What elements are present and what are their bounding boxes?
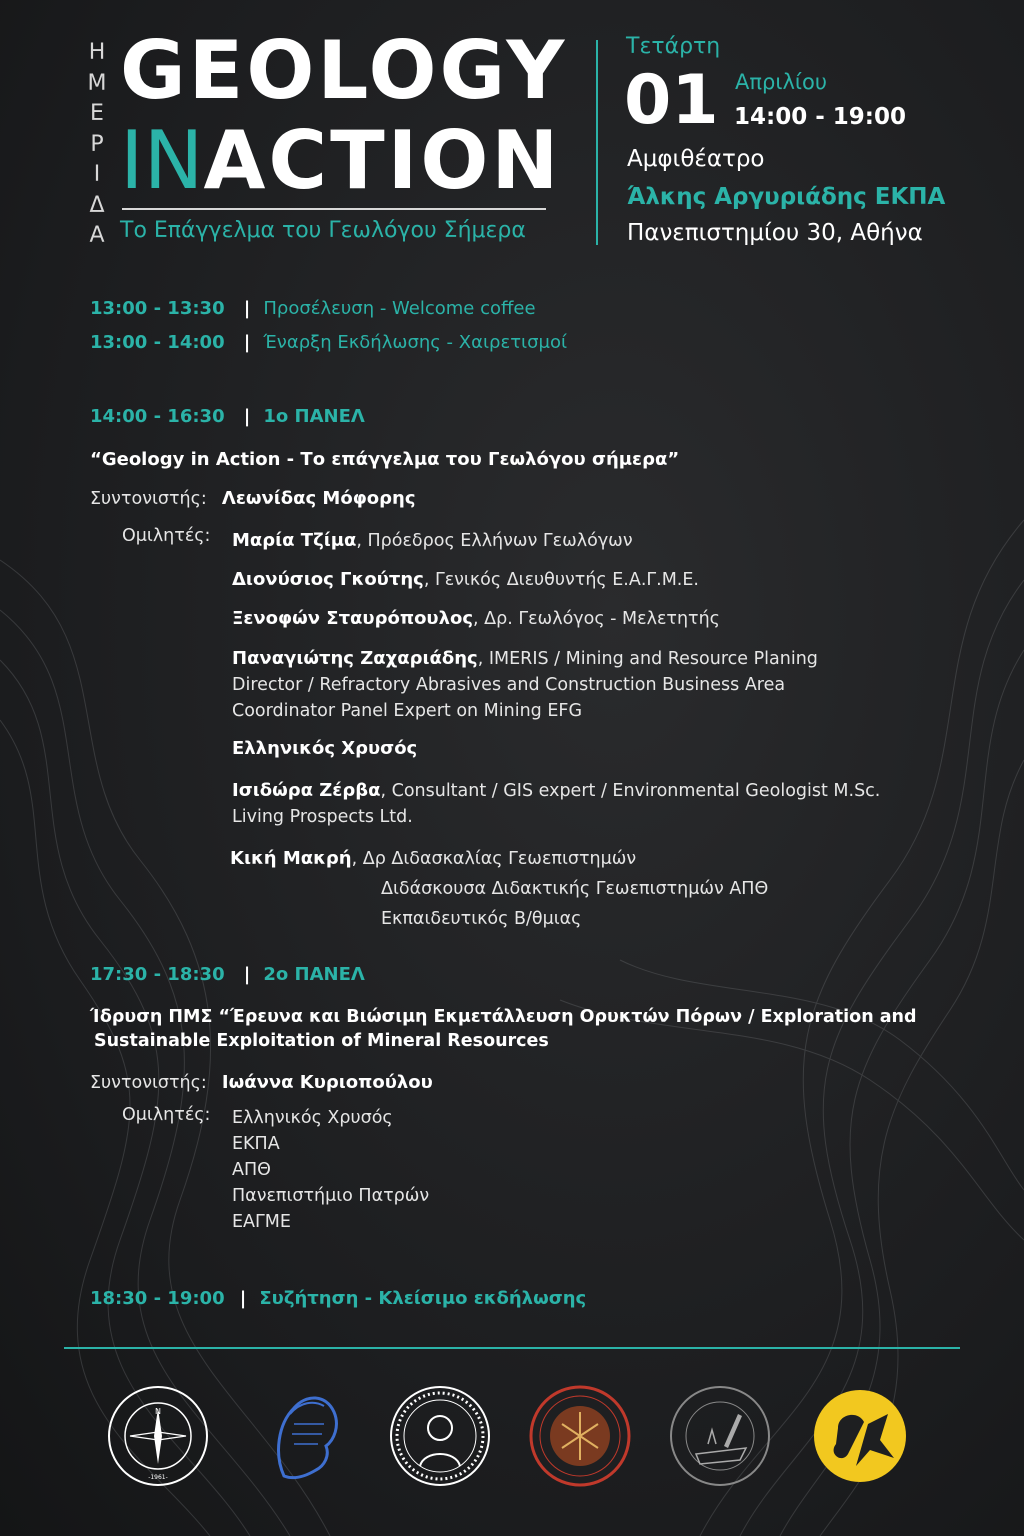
vertical-letter: Η [88, 40, 106, 65]
separator: | [239, 1288, 247, 1309]
speaker-entry [232, 646, 818, 724]
speaker-entry [232, 528, 633, 554]
panel2-heading [90, 1007, 917, 1051]
separator: | [243, 406, 251, 427]
vertical-letter: Δ [89, 192, 105, 218]
schedule-text: Συζήτηση - Κλείσιμο εκδήλωσης [259, 1288, 587, 1309]
day-name: Τετάρτη [626, 34, 721, 59]
vertical-letter: Α [89, 223, 105, 248]
panel2-moderator [90, 1072, 433, 1093]
title-divider [122, 208, 546, 210]
speaker-entry [232, 606, 720, 632]
moderator-label: Συντονιστής: [90, 1073, 207, 1093]
speaker-entry [232, 738, 417, 759]
panel1-quote [90, 449, 679, 470]
moderator-label: Συντονιστής: [90, 489, 207, 509]
time-label: 17:30 - 18:30 [90, 964, 225, 985]
vertical-letter: Ρ [90, 131, 104, 157]
schedule-text: Έναρξη Εκδήλωσης - Χαιρετισμοί [263, 332, 568, 353]
speaker-role-line: Διδάσκουσα Διδακτικής Γεωεπιστημών ΑΠΘ [381, 879, 769, 899]
panel-quote: “Geology in Action - Το επάγγελμα του Γεωλόγου σήμερα” [90, 449, 680, 470]
panel2-speakers-list [232, 1105, 429, 1235]
speakers-label: Ομιλητές: [122, 1105, 211, 1125]
moderator-name: Λεωνίδας Μόφορης [221, 488, 416, 509]
panel1-moderator [90, 488, 416, 509]
time-label: 14:00 - 16:30 [90, 406, 225, 427]
venue-line-1: Αμφιθέατρο [627, 146, 765, 172]
speaker-entry [230, 846, 768, 932]
schedule-opening [90, 332, 567, 353]
panel2-speakers-label [122, 1105, 210, 1125]
event-title [120, 24, 568, 207]
separator: | [243, 332, 251, 353]
speaker-name: Ισιδώρα Ζέρβα [232, 780, 381, 801]
speaker-org: ΑΠΘ [232, 1160, 271, 1180]
venue-line-2: Άλκης Αργυριάδης ΕΚΠΑ [627, 184, 946, 210]
schedule-arrival [90, 298, 536, 319]
speaker-role: , Πρόεδρος Ελλήνων Γεωλόγων [356, 531, 633, 551]
yellow-brand-logo [808, 1384, 912, 1488]
speaker-role-line: Εκπαιδευτικός Β/θμιας [381, 909, 582, 929]
speaker-role: , Consultant / GIS expert / Environmental Geologist M.Sc. [380, 781, 881, 801]
speaker-entry [232, 778, 880, 830]
panel2-header [90, 964, 365, 985]
athena-helmet-logo [254, 1384, 358, 1488]
moderator-name: Ιωάννα Κυριοπούλου [221, 1072, 433, 1093]
speaker-name: Μαρία Τζίμα [232, 530, 357, 551]
vertical-letter: Μ [87, 70, 107, 96]
panel1-speakers-label [122, 526, 210, 546]
time-label: 13:00 - 13:30 [90, 298, 225, 319]
month: Απριλίου [735, 70, 827, 94]
separator: | [243, 298, 251, 319]
speaker-entry [232, 567, 699, 593]
speaker-org: ΕΑΓΜΕ [232, 1212, 291, 1232]
title-in: IN [120, 114, 204, 207]
schedule-text: Προσέλευση - Welcome coffee [263, 298, 536, 319]
speakers-label: Ομιλητές: [122, 526, 211, 546]
panel-title: 1ο ΠΑΝΕΛ [263, 406, 365, 427]
time-label: 13:00 - 14:00 [90, 332, 225, 353]
vertical-letter: Ι [93, 162, 101, 187]
student-chapter-logo [668, 1384, 772, 1488]
geologists-association-logo [106, 1384, 210, 1488]
speaker-role-line: Coordinator Panel Expert on Mining EFG [232, 701, 583, 721]
svg-text:N: N [155, 1407, 161, 1416]
title-in-action [120, 114, 562, 207]
speaker-role: , Δρ Διδασκαλίας Γεωεπιστημών [351, 849, 637, 869]
panel-heading-line: Sustainable Exploitation of Mineral Resources [94, 1031, 549, 1051]
event-subtitle: Το Επάγγελμα του Γεωλόγου Σήμερα [120, 218, 526, 243]
university-of-patras-logo [528, 1384, 632, 1488]
vertical-letter: Ε [90, 101, 104, 126]
schedule-closing [90, 1288, 586, 1309]
venue-line-3: Πανεπιστημίου 30, Αθήνα [627, 220, 923, 246]
speaker-org: Πανεπιστήμιο Πατρών [232, 1186, 430, 1206]
speaker-name: Κική Μακρή [230, 848, 352, 869]
speaker-name: Παναγιώτης Ζαχαριάδης [232, 648, 478, 669]
time-label: 18:30 - 19:00 [90, 1288, 225, 1309]
speaker-role: , IMERIS / Mining and Resource Planing [477, 649, 818, 669]
header-vertical-separator [596, 40, 598, 245]
day-number: 01 [624, 61, 719, 140]
speaker-role: , Γενικός Διευθυντής Ε.Α.Γ.Μ.Ε. [423, 570, 699, 590]
event-hours: 14:00 - 19:00 [734, 104, 906, 130]
panel-title: 2ο ΠΑΝΕΛ [263, 964, 365, 985]
speaker-role: , Δρ. Γεωλόγος - Μελετητής [473, 609, 720, 629]
title-action: ACTION [203, 114, 562, 207]
panel-heading-line: Ίδρυση ΠΜΣ “Έρευνα και Βιώσιμη Εκμετάλλευση Ορυκτών Πόρων / Exploration and [90, 1007, 917, 1027]
speaker-org: Ελληνικός Χρυσός [232, 1108, 393, 1128]
speaker-org: ΕΚΠΑ [232, 1134, 280, 1154]
speaker-name: Διονύσιος Γκούτης [232, 569, 424, 590]
separator: | [243, 964, 251, 985]
speaker-role-line: Director / Refractory Abrasives and Construction Business Area [232, 675, 786, 695]
vertical-label-imerida [84, 38, 110, 252]
speaker-name: Ξενοφών Σταυρόπουλος [232, 608, 474, 629]
speaker-role-line: Living Prospects Ltd. [232, 807, 413, 827]
footer-divider [64, 1347, 960, 1349]
panel1-header [90, 406, 365, 427]
svg-text:-1961-: -1961- [148, 1474, 168, 1481]
title-geology: GEOLOGY [120, 24, 568, 117]
aristotle-university-seal-logo [388, 1384, 492, 1488]
speaker-name: Ελληνικός Χρυσός [232, 738, 418, 759]
